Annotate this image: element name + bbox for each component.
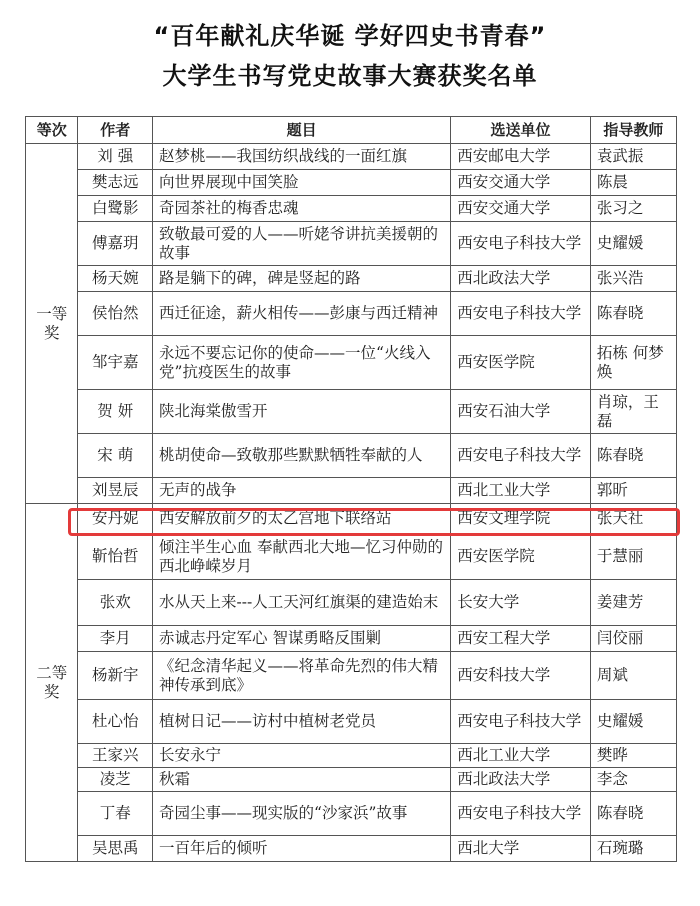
title-cell: 西迁征途，薪火相传——彭康与西迁精神 (153, 292, 451, 336)
author-cell: 王家兴 (78, 744, 153, 768)
table-row (26, 836, 677, 862)
header-teacher: 指导教师 (590, 117, 676, 144)
author-cell: 贺 妍 (78, 390, 153, 434)
teacher-cell: 陈春晓 (590, 434, 676, 478)
unit-cell: 西安文理学院 (451, 504, 591, 534)
author-cell: 杜心怡 (78, 700, 153, 744)
author-cell: 侯怡然 (78, 292, 153, 336)
author-cell: 刘昱辰 (78, 478, 153, 504)
title-cell: 秋霜 (153, 768, 451, 792)
table-row (26, 652, 677, 700)
author-cell: 靳怡哲 (78, 534, 153, 580)
unit-cell: 西安邮电大学 (451, 144, 591, 170)
table-row (26, 170, 677, 196)
header-author: 作者 (78, 117, 153, 144)
author-cell: 刘 强 (78, 144, 153, 170)
author-cell: 傅嘉玥 (78, 222, 153, 266)
table-body (26, 144, 677, 862)
teacher-cell: 姜建芳 (590, 580, 676, 626)
title-cell: 水从天上来---人工天河红旗渠的建造始末 (153, 580, 451, 626)
teacher-cell: 闫佼丽 (590, 626, 676, 652)
unit-cell: 西安工程大学 (451, 626, 591, 652)
table-row (26, 292, 677, 336)
teacher-cell: 拓栋 何梦焕 (590, 336, 676, 390)
unit-cell: 西安电子科技大学 (451, 292, 591, 336)
table-row (26, 768, 677, 792)
unit-cell: 西安医学院 (451, 534, 591, 580)
table-header-row (26, 117, 677, 144)
teacher-cell: 樊晔 (590, 744, 676, 768)
author-cell: 杨天婉 (78, 266, 153, 292)
teacher-cell: 肖琼，王磊 (590, 390, 676, 434)
author-cell: 宋 萌 (78, 434, 153, 478)
teacher-cell: 陈春晓 (590, 292, 676, 336)
teacher-cell: 袁武振 (590, 144, 676, 170)
teacher-cell: 张习之 (590, 196, 676, 222)
author-cell: 邹宇嘉 (78, 336, 153, 390)
title-cell: 赵梦桃——我国纺织战线的一面红旗 (153, 144, 451, 170)
title-cell: 向世界展现中国笑脸 (153, 170, 451, 196)
title-cell: 桃胡使命—致敬那些默默牺牲奉献的人 (153, 434, 451, 478)
unit-cell: 西安电子科技大学 (451, 792, 591, 836)
header-grade: 等次 (26, 117, 78, 144)
unit-cell: 西安电子科技大学 (451, 434, 591, 478)
author-cell: 张欢 (78, 580, 153, 626)
table-row (26, 196, 677, 222)
unit-cell: 西安交通大学 (451, 196, 591, 222)
teacher-cell: 史耀媛 (590, 700, 676, 744)
author-cell: 白鹭影 (78, 196, 153, 222)
teacher-cell: 陈春晓 (590, 792, 676, 836)
author-cell: 吴思禹 (78, 836, 153, 862)
title-cell: 路是躺下的碑，碑是竖起的路 (153, 266, 451, 292)
page-title: “百年献礼庆华诞 学好四史书青春” (153, 22, 547, 50)
title-cell: 致敬最可爱的人——听姥爷讲抗美援朝的故事 (153, 222, 451, 266)
title-cell: 永远不要忘记你的使命——一位“火线入党”抗疫医生的故事 (153, 336, 451, 390)
title-cell: 一百年后的倾听 (153, 836, 451, 862)
unit-cell: 西安科技大学 (451, 652, 591, 700)
table-row (26, 336, 677, 390)
teacher-cell: 于慧丽 (590, 534, 676, 580)
table-row (26, 266, 677, 292)
table-row (26, 626, 677, 652)
unit-cell: 西安电子科技大学 (451, 222, 591, 266)
title-cell: 奇园茶社的梅香忠魂 (153, 196, 451, 222)
teacher-cell: 石琬璐 (590, 836, 676, 862)
table-row (26, 744, 677, 768)
table-row (26, 478, 677, 504)
teacher-cell: 李念 (590, 768, 676, 792)
header-unit: 选送单位 (451, 117, 591, 144)
teacher-cell: 陈晨 (590, 170, 676, 196)
author-cell: 李月 (78, 626, 153, 652)
title-cell: 陕北海棠傲雪开 (153, 390, 451, 434)
table-row (26, 390, 677, 434)
table-row (26, 792, 677, 836)
table-row (26, 144, 677, 170)
teacher-cell: 张兴浩 (590, 266, 676, 292)
grade-cell: 一等奖 (26, 144, 78, 504)
title-cell: 倾注半生心血 奉献西北大地—忆习仲勋的西北峥嵘岁月 (153, 534, 451, 580)
title-cell: 西安解放前夕的太乙宫地下联络站 (153, 504, 451, 534)
title-cell: 《纪念清华起义——将革命先烈的伟大精神传承到底》 (153, 652, 451, 700)
unit-cell: 西北政法大学 (451, 266, 591, 292)
title-cell: 奇园尘事——现实版的“沙家浜”故事 (153, 792, 451, 836)
unit-cell: 长安大学 (451, 580, 591, 626)
unit-cell: 西北工业大学 (451, 744, 591, 768)
unit-cell: 西安医学院 (451, 336, 591, 390)
unit-cell: 西安电子科技大学 (451, 700, 591, 744)
author-cell: 樊志远 (78, 170, 153, 196)
header-title: 题目 (153, 117, 451, 144)
title-cell: 赤诚志丹定军心 智谋勇略反围剿 (153, 626, 451, 652)
unit-cell: 西北政法大学 (451, 768, 591, 792)
table-row (26, 222, 677, 266)
unit-cell: 西北工业大学 (451, 478, 591, 504)
teacher-cell: 周斌 (590, 652, 676, 700)
author-cell: 丁春 (78, 792, 153, 836)
author-cell: 杨新宇 (78, 652, 153, 700)
unit-cell: 西北大学 (451, 836, 591, 862)
title-cell: 植树日记——访村中植树老党员 (153, 700, 451, 744)
award-table (25, 116, 677, 862)
table-row (26, 434, 677, 478)
page-subtitle: 大学生书写党史故事大赛获奖名单 (162, 62, 538, 90)
table-row (26, 700, 677, 744)
author-cell: 凌芝 (78, 768, 153, 792)
unit-cell: 西安石油大学 (451, 390, 591, 434)
teacher-cell: 张天社 (590, 504, 676, 534)
author-cell: 安丹妮 (78, 504, 153, 534)
teacher-cell: 史耀媛 (590, 222, 676, 266)
table-row (26, 580, 677, 626)
title-cell: 无声的战争 (153, 478, 451, 504)
table-row (26, 504, 677, 534)
teacher-cell: 郭昕 (590, 478, 676, 504)
unit-cell: 西安交通大学 (451, 170, 591, 196)
title-cell: 长安永宁 (153, 744, 451, 768)
table-row (26, 534, 677, 580)
grade-cell: 二等奖 (26, 504, 78, 862)
